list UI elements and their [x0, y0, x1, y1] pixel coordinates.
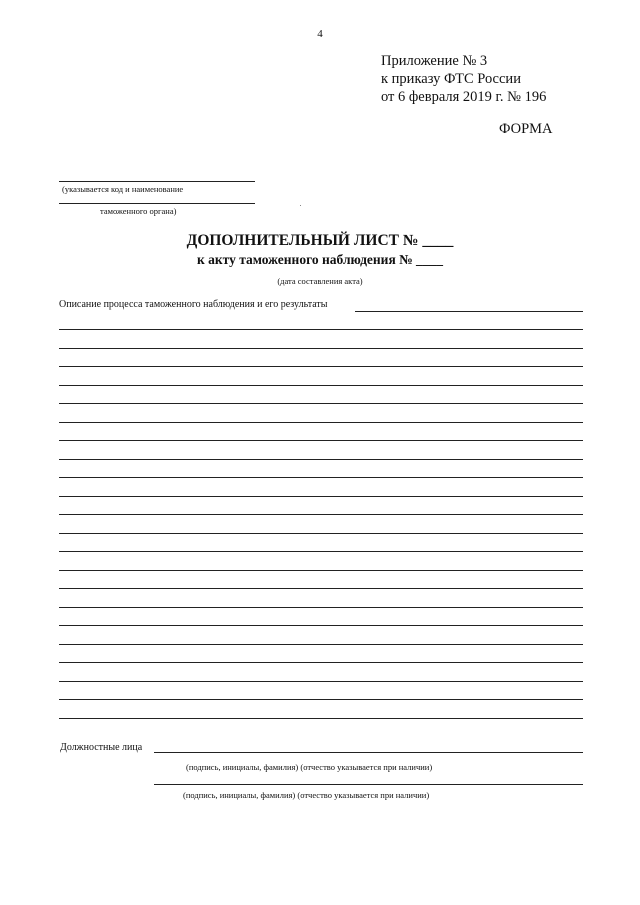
description-line[interactable] — [59, 403, 583, 404]
appendix-line-1: Приложение № 3 — [381, 53, 488, 69]
description-line[interactable] — [59, 440, 583, 441]
description-line[interactable] — [59, 459, 583, 460]
description-line[interactable] — [59, 385, 583, 386]
description-line[interactable] — [59, 662, 583, 663]
description-line[interactable] — [59, 422, 583, 423]
customs-body-caption-2: таможенного органа) — [100, 206, 177, 216]
signature-caption-1: (подпись, инициалы, фамилия) (отчество указывается при наличии) — [186, 762, 433, 772]
description-line[interactable] — [59, 533, 583, 534]
description-line[interactable] — [59, 348, 583, 349]
description-line[interactable] — [59, 699, 583, 700]
official-signature-line-2[interactable] — [154, 784, 583, 785]
customs-body-field-line-1[interactable] — [59, 181, 255, 182]
description-line[interactable] — [59, 551, 583, 552]
description-line[interactable] — [59, 366, 583, 367]
description-line[interactable] — [59, 496, 583, 497]
form-label: ФОРМА — [499, 121, 553, 137]
description-line[interactable] — [59, 681, 583, 682]
appendix-line-3: от 6 февраля 2019 г. № 196 — [381, 89, 547, 105]
description-line[interactable] — [59, 514, 583, 515]
appendix-line-2: к приказу ФТС России — [381, 71, 521, 87]
description-line[interactable] — [59, 607, 583, 608]
sheet-title: ДОПОЛНИТЕЛЬНЫЙ ЛИСТ № ____ — [186, 232, 454, 249]
customs-body-caption-1: (указывается код и наименование — [62, 184, 184, 194]
description-line[interactable] — [59, 588, 583, 589]
act-date-caption: (дата составления акта) — [277, 276, 363, 286]
description-line[interactable] — [59, 644, 583, 645]
signature-caption-2: (подпись, инициалы, фамилия) (отчество указывается при наличии) — [183, 790, 430, 800]
description-line[interactable] — [59, 570, 583, 571]
sheet-subtitle: к акту таможенного наблюдения № ____ — [196, 252, 444, 267]
officials-label: Должностные лица — [60, 742, 143, 753]
scan-speck — [300, 205, 301, 206]
description-line[interactable] — [59, 718, 583, 719]
appendix-reference — [381, 52, 546, 106]
description-first-line[interactable] — [355, 311, 583, 312]
description-line[interactable] — [59, 329, 583, 330]
page-number: 4 — [317, 28, 323, 40]
description-line[interactable] — [59, 477, 583, 478]
customs-body-field-line-2[interactable] — [59, 203, 255, 204]
description-line[interactable] — [59, 625, 583, 626]
official-signature-line-1[interactable] — [154, 752, 583, 753]
description-label: Описание процесса таможенного наблюдения и его результаты — [59, 299, 328, 310]
